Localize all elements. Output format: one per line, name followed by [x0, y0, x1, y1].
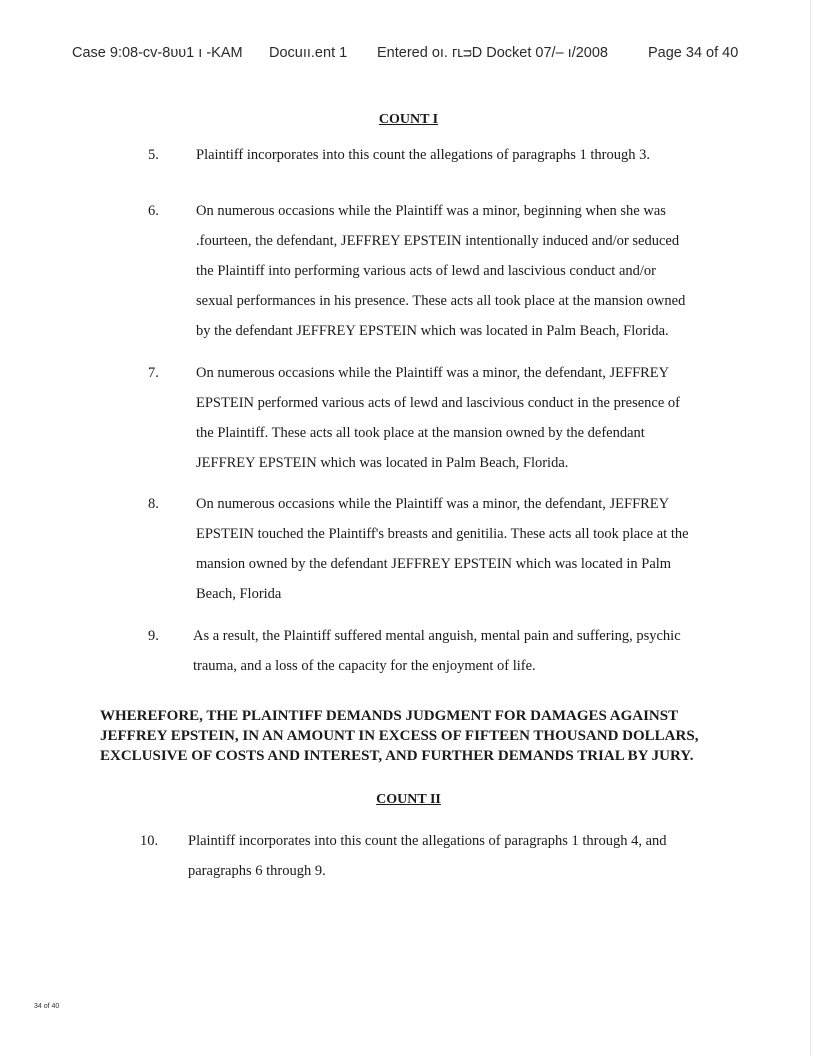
paragraph-line: EPSTEIN touched the Plaintiff's breasts and genitilia. These acts all took place at the — [196, 526, 689, 542]
wherefore-clause — [100, 706, 720, 766]
paragraph-line: As a result, the Plaintiff suffered mental anguish, mental pain and suffering, psychic — [193, 628, 681, 644]
paragraph-line: mansion owned by the defendant JEFFREY EPSTEIN which was located in Palm — [196, 556, 672, 572]
paragraph-7 — [196, 358, 680, 478]
wherefore-line: WHEREFORE, THE PLAINTIFF DEMANDS JUDGMENT FOR DAMAGES AGAINST — [100, 708, 679, 724]
case-number: Case 9:08-cv-8ᴜᴜ1 ı -KAM — [72, 45, 243, 61]
paragraph-10-number: 10. — [140, 833, 159, 849]
paragraph-8 — [196, 489, 689, 609]
paragraph-5 — [196, 140, 650, 170]
wherefore-line: JEFFREY EPSTEIN, IN AN AMOUNT IN EXCESS OF FIFTEEN THOUSAND DOLLARS, — [100, 728, 699, 744]
paragraph-line: by the defendant JEFFREY EPSTEIN which was located in Palm Beach, Florida. — [196, 323, 669, 339]
paragraph-line: On numerous occasions while the Plaintiff was a minor, beginning when she was — [196, 203, 666, 219]
paragraph-line: sexual performances in his presence. These acts all took place at the mansion owned — [196, 293, 686, 309]
paragraph-line: Beach, Florida — [196, 586, 282, 602]
paragraph-9-number: 9. — [148, 628, 159, 644]
page-number: Page 34 of 40 — [648, 45, 739, 61]
document-number: Docuıı.ent 1 — [269, 45, 348, 61]
count-1-title: COUNT I — [378, 112, 439, 127]
paragraph-10 — [188, 826, 667, 886]
paragraph-line: Plaintiff incorporates into this count the allegations of paragraphs 1 through 4, and — [188, 833, 667, 849]
paragraph-8-number: 8. — [148, 496, 159, 512]
count-2-title: COUNT II — [376, 792, 441, 807]
scan-edge-divider — [810, 0, 811, 1056]
paragraph-line: On numerous occasions while the Plaintiff was a minor, the defendant, JEFFREY — [196, 365, 670, 381]
paragraph-line: Plaintiff incorporates into this count the allegations of paragraphs 1 through 3. — [196, 147, 650, 163]
paragraph-line: the Plaintiff into performing various acts of lewd and lascivious conduct and/or — [196, 263, 656, 279]
paragraph-7-number: 7. — [148, 365, 159, 381]
paragraph-line: On numerous occasions while the Plaintiff was a minor, the defendant, JEFFREY — [196, 496, 670, 512]
footer-page-label: 34 of 40 — [34, 1003, 60, 1010]
paragraph-line: trauma, and a loss of the capacity for the enjoyment of life. — [193, 658, 536, 674]
paragraph-line: .fourteen, the defendant, JEFFREY EPSTEIN intentionally induced and/or seduced — [196, 233, 680, 249]
paragraph-5-number: 5. — [148, 147, 159, 163]
paragraph-9 — [193, 621, 681, 681]
entered-docket: Entered oı. гʟᴝD Docket 07/– ı/2008 — [377, 45, 608, 61]
wherefore-line: EXCLUSIVE OF COSTS AND INTEREST, AND FURTHER DEMANDS TRIAL BY JURY. — [100, 748, 694, 764]
paragraph-line: EPSTEIN performed various acts of lewd and lascivious conduct in the presence of — [196, 395, 680, 411]
paragraph-line: JEFFREY EPSTEIN which was located in Palm Beach, Florida. — [196, 455, 569, 471]
paragraph-6-number: 6. — [148, 203, 159, 219]
paragraph-line: the Plaintiff. These acts all took place at the mansion owned by the defendant — [196, 425, 645, 441]
paragraph-6 — [196, 196, 685, 346]
paragraph-line: paragraphs 6 through 9. — [188, 863, 326, 879]
